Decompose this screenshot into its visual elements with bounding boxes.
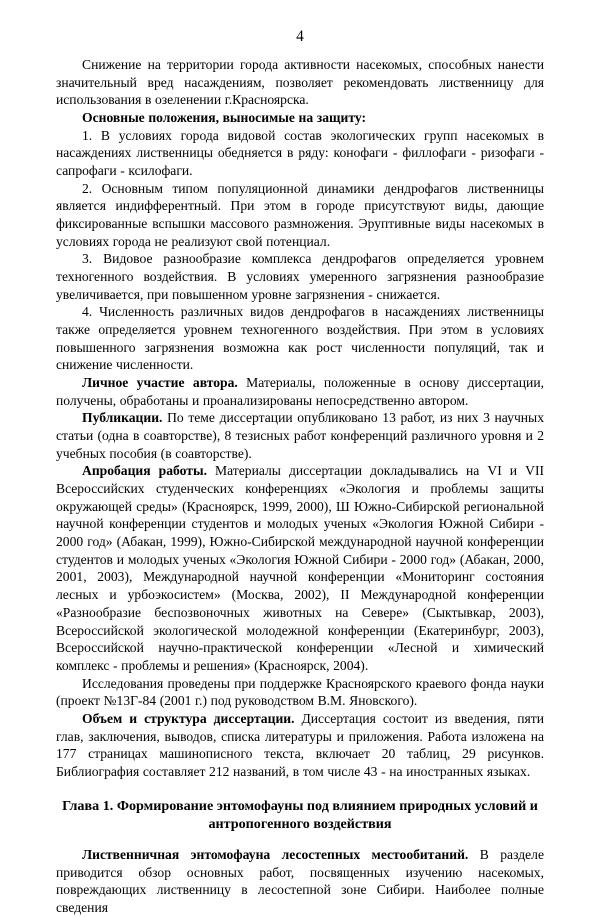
paragraph-12-lead: Лиственничная энтомофауна лесостепных местообитаний.: [82, 846, 469, 862]
paragraph-4: [56, 180, 544, 251]
paragraph-4-text: 2. Основным типом популяционной динамики дендрофагов лиственницы является индифферентный. При этом в городе присутствуют виды, дающие фиксированные вспышки массового размножения. Эруптивные виды насекомых в условиях города не реализуют свой потенциал.: [56, 180, 544, 249]
paragraph-11-text: Диссертация состоит из введения, пяти глав, заключения, выводов, списка литературы и приложения. Работа изложена на 177 страницах машинописного текста, включает 20 таблиц, 29 рисунков. Библиография составляет 212 названий, в том числе 43 - на иностранных языках.: [56, 710, 544, 779]
paragraph-5: [56, 250, 544, 303]
paragraph-7-lead: Личное участие автора.: [82, 375, 238, 391]
paragraph-2-lead: Основные положения, выносимые на защиту:: [82, 110, 366, 126]
paragraph-12: [56, 846, 544, 917]
paragraph-2: [56, 109, 544, 127]
paragraph-11: [56, 710, 544, 781]
paragraph-10: [56, 675, 544, 710]
paragraph-8-lead: Публикации.: [82, 410, 163, 426]
paragraph-6: [56, 303, 544, 374]
paragraph-12-text: В разделе приводится обзор основных работ, посвященных изучению насекомых, повреждающих лиственницу в лесостепной зоне Сибири. Наиболее полные сведения: [56, 846, 544, 915]
paragraph-7-text: Материалы, положенные в основу диссертации, получены, обработаны и проанализированы непосредственно автором.: [56, 375, 544, 408]
paragraph-8-text: По теме диссертации опубликовано 13 работ, из них 3 научных статьи (одна в соавторстве), 8 тезисных работ конференций различного уровня и 2 учебных пособия (в соавторстве).: [56, 410, 544, 461]
paragraph-8: [56, 409, 544, 462]
paragraph-7: [56, 374, 544, 409]
page-number: 4: [296, 28, 304, 45]
paragraph-5-text: 3. Видовое разнообразие комплекса дендрофагов определяется уровнем техногенного воздействия. В условиях умеренного загрязнения разнообразие увеличивается, при повышенном уровне загрязнения - снижается.: [56, 251, 544, 302]
paragraph-10-text: Исследования проведены при поддержке Красноярского краевого фонда науки (проект №13Г-84 (2001 г.) под руководством В.М. Яновского).: [56, 675, 544, 709]
chapter-spacer: [56, 834, 544, 846]
paragraph-9: [56, 462, 544, 674]
paragraph-9-text: Материалы диссертации докладывались на VI и VII Всероссийских студенческих конференциях «Экология и проблемы защиты окружающей среды» (Красноярск, 1999, 2000), Ш Южно-Сибирской региональной научной конференции студентов и молодых ученых «Экология Южной Сибири - 2000 год» (Абакан, 1999), Южно-Сибирской международной научной конференции студентов и молодых ученых «Экология Южной Сибири - 2000 год» (Абакан, 2000, 2001, 2003), Международной научной конференции «Мониторинг состояния лесных и урбоэкосистем» (Москва, 2002), II Международной конференции «Разнообразие беспозвоночных животных на Севере» (Сыктывкар, 2003), Всероссийской экологической молодежной конференции (Екатеринбург, 2003), Всероссийской научно-практической конференции «Лесной и химический комплекс - проблемы и решения» (Красноярск, 2004).: [56, 463, 545, 673]
paragraph-9-lead: Апробация работы.: [82, 463, 207, 479]
paragraph-1: [56, 56, 544, 109]
chapter-title: Глава 1. Формирование энтомофауны под влиянием природных условий и антропогенного воздействия: [62, 797, 538, 833]
paragraph-3: [56, 127, 544, 180]
paragraph-11-lead: Объем и структура диссертации.: [82, 710, 295, 726]
paragraph-1-text: Снижение на территории города активности насекомых, способных нанести значительный вред насаждениям, позволяет рекомендовать лиственницу для использования в озеленении г.Красноярска.: [56, 57, 544, 108]
paragraph-3-text: 1. В условиях города видовой состав экологических групп насекомых в насаждениях лиственницы обедняется в ряду: конофаги - филлофаги - ризофаги - сапрофаги - ксилофаги.: [56, 127, 544, 179]
paragraph-6-text: 4. Численность различных видов дендрофагов в насаждениях лиственницы также определяется уровнем техногенного воздействия. При этом в условиях повышенного загрязнения возможна как рост численности популяций, так и снижение численности.: [56, 304, 544, 373]
